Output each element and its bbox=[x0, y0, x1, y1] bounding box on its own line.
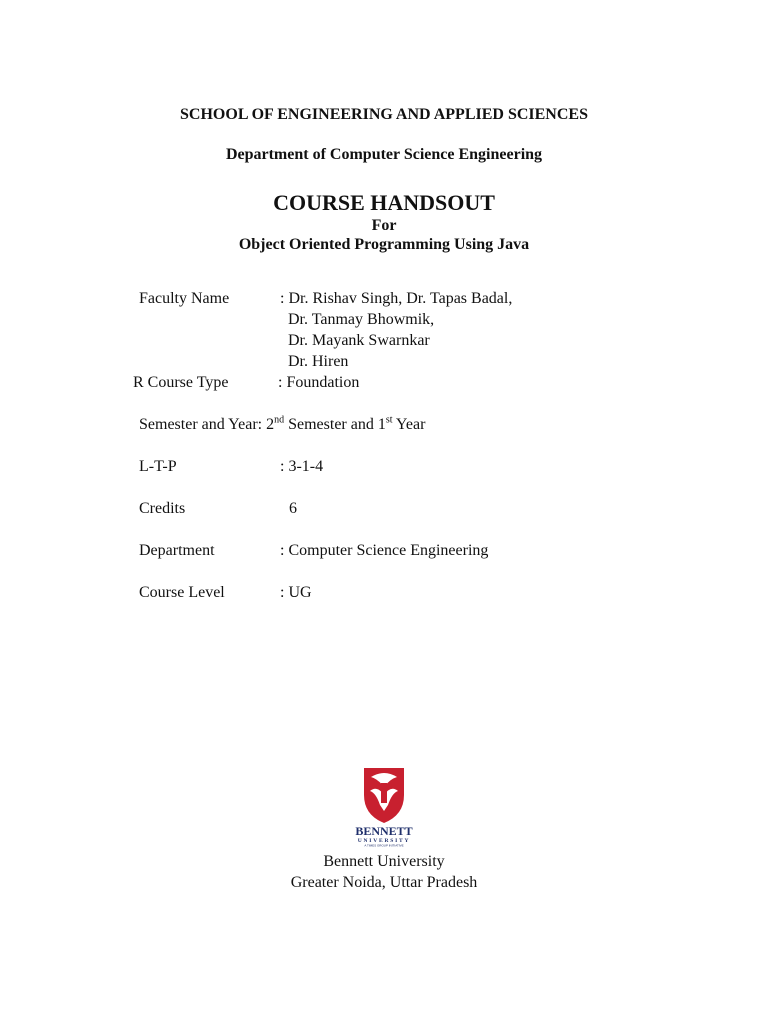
svg-text:BENNETT: BENNETT bbox=[355, 824, 413, 838]
faculty-line-2: Dr. Tanmay Bhowmik, bbox=[288, 311, 435, 328]
faculty-line-1: : Dr. Rishav Singh, Dr. Tapas Badal, bbox=[280, 290, 513, 307]
svg-text:A TIMES GROUP INITIATIVE: A TIMES GROUP INITIATIVE bbox=[364, 843, 404, 847]
faculty-line-4: Dr. Hiren bbox=[288, 353, 349, 370]
for-label: For bbox=[371, 217, 397, 234]
department-value: : Computer Science Engineering bbox=[280, 542, 489, 559]
faculty-line-3: Dr. Mayank Swarnkar bbox=[288, 332, 430, 349]
document-title: COURSE HANDSOUT bbox=[273, 190, 495, 215]
ltp-label: L-T-P bbox=[139, 458, 177, 475]
course-name: Object Oriented Programming Using Java bbox=[238, 236, 530, 253]
semester-year: Semester and Year: 2nd Semester and 1st Year bbox=[139, 414, 426, 433]
university-logo bbox=[340, 765, 428, 847]
school-heading: SCHOOL OF ENGINEERING AND APPLIED SCIENCES bbox=[180, 106, 588, 123]
course-type-value: : Foundation bbox=[278, 374, 360, 391]
department-label: Department bbox=[139, 542, 215, 559]
crest-icon bbox=[340, 765, 428, 847]
course-level-value: : UG bbox=[280, 584, 312, 601]
university-name: Bennett University bbox=[323, 853, 445, 870]
ltp-value: : 3-1-4 bbox=[280, 458, 324, 475]
credits-label: Credits bbox=[139, 500, 186, 517]
svg-text:UNIVERSITY: UNIVERSITY bbox=[357, 838, 411, 844]
department-heading: Department of Computer Science Engineering bbox=[225, 146, 543, 163]
credits-value: 6 bbox=[289, 500, 297, 517]
course-type-label: R Course Type bbox=[133, 374, 229, 391]
university-location: Greater Noida, Uttar Pradesh bbox=[290, 874, 478, 891]
faculty-label: Faculty Name bbox=[139, 290, 230, 307]
course-level-label: Course Level bbox=[139, 584, 225, 601]
